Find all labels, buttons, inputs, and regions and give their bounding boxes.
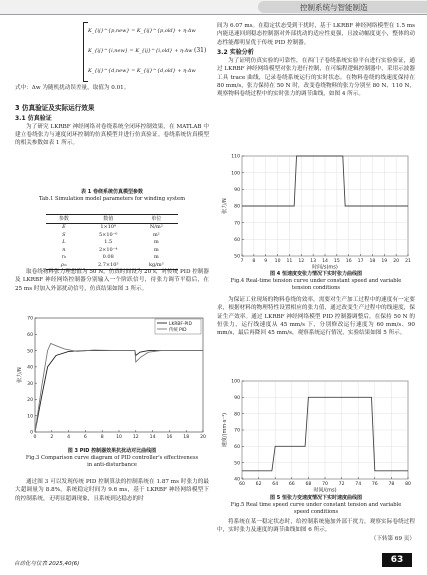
table-cell: ρₘ bbox=[46, 261, 82, 269]
x-tick-label: 21 bbox=[405, 259, 411, 264]
x-tick-label: 15 bbox=[333, 259, 340, 264]
y-tick-label: 90 bbox=[234, 396, 240, 402]
fig4-chart bbox=[220, 150, 414, 270]
y-tick-label: 70 bbox=[27, 316, 33, 322]
y-tick-label: 60 bbox=[234, 238, 240, 244]
equation-note: 式中：Δw 为随机扰动误差量，取值为 0.01。 bbox=[15, 85, 130, 91]
x-tick-label: 12 bbox=[298, 259, 305, 264]
equation-line: K_{ij}^{i,new} = K_{ij}^{i,old} + η·Δw bbox=[88, 48, 193, 54]
journal-issue: 2025,40(6) bbox=[48, 561, 80, 567]
x-tick-label: 18 bbox=[183, 435, 190, 440]
y-tick-label: 70 bbox=[234, 428, 240, 434]
x-tick-label: 13 bbox=[310, 259, 317, 264]
paragraph: 通过图 3 可以发现传统 PID 控制算法的控制系统在 1.87 ms 时张力的最大超调量为 8.8%，系统稳定时间为 9.6 ms，基于 LKRBF 神经网络模型下的控制系统，无明显超调现象，且系统到达稳态的时 bbox=[15, 479, 209, 502]
left-column-mid bbox=[15, 268, 209, 293]
table-cell: kg/m³ bbox=[135, 261, 178, 269]
x-tick-label: 11 bbox=[286, 259, 293, 264]
y-tick-label: 100 bbox=[231, 171, 240, 177]
x-tick-label: 16 bbox=[166, 435, 173, 440]
y-tick-label: 110 bbox=[231, 154, 240, 160]
y-axis-label: 张力/N bbox=[17, 367, 23, 383]
x-tick-label: 62 bbox=[255, 482, 262, 487]
table-row bbox=[46, 231, 178, 239]
table-header-cell: 单位 bbox=[135, 215, 178, 224]
x-tick-label: 9 bbox=[264, 259, 268, 264]
plot-frame bbox=[35, 318, 203, 432]
x-tick-label: 64 bbox=[272, 482, 279, 487]
x-tick-label: 76 bbox=[371, 482, 378, 487]
right-column-top bbox=[217, 22, 415, 99]
right-column-mid bbox=[217, 296, 415, 337]
journal-section-title: 控制系统与智能制造 bbox=[300, 3, 368, 12]
y-tick-label: 50 bbox=[27, 349, 33, 355]
x-tick-label: 12 bbox=[132, 435, 139, 440]
table-cell: m bbox=[153, 239, 159, 246]
table-cell: 0.08 bbox=[102, 254, 114, 261]
simulation-parameter-table bbox=[46, 214, 178, 270]
page-number: 63 bbox=[382, 553, 412, 567]
table-cell: m² bbox=[152, 231, 160, 238]
y-tick-label: 80 bbox=[234, 412, 240, 418]
left-column-top bbox=[15, 84, 209, 148]
x-tick-label: 72 bbox=[338, 482, 345, 487]
left-column-bottom bbox=[15, 478, 209, 503]
table-row bbox=[46, 239, 178, 247]
x-tick-label: 6 bbox=[83, 435, 87, 440]
journal-name: 自动化与仪表 bbox=[14, 561, 48, 567]
paragraph: 为保证工业现场的物料卷绕的效率，需要对生产加工过程中的速度有一定要求，根据材料的物理特性设置相应的张力值，通过改变生产过程中的线速度，保证生产效率。通过 LKRBF 神经网络模型 PID 控制器调整后，在保持 50 N 的恒张力，运行线速度从 45 mm/s 下，分别修改运行速度为 60 mm/s、90 mm/s，最后再降回 45 mm/s，观察系统运行情况，实验结果如图 5 所示。 bbox=[217, 297, 415, 337]
y-tick-label: 20 bbox=[27, 398, 33, 404]
paragraph: 为了证明仿真实验的可靠性，在西门子卷绕系统实验平台进行实验验证，通过 LKRBF 神经网络模型对张力进行控制，在可编程逻辑控制器中，采用示波器工具 trace 曲线，记录卷绕系统运行的实时状态。在物料卷绕的线速度保持在 80 mm/s，张力保持在 50 N 时，改变卷绕物料的张力分别至 80 N、110 N，观察物料卷绕过程中的实时张力的调节曲线，如图 4 所示。 bbox=[217, 58, 415, 98]
table-cell: m bbox=[153, 246, 159, 253]
table-cell: r₀ bbox=[61, 254, 67, 261]
x-tick-label: 18 bbox=[369, 259, 376, 264]
fig5-chart bbox=[220, 375, 414, 493]
x-tick-label: 2 bbox=[50, 435, 54, 440]
fig3-caption: 图 3 PID 控制器效果抗扰动对比曲线图 bbox=[67, 448, 157, 454]
table-cell: m bbox=[153, 254, 159, 261]
journal-footer bbox=[14, 559, 79, 567]
y-axis-label: 张力/N bbox=[222, 198, 228, 214]
y-tick-label: 40 bbox=[27, 365, 33, 371]
table-cell: E bbox=[62, 224, 66, 231]
y-tick-label: 40 bbox=[234, 477, 240, 483]
x-tick-label: 0 bbox=[33, 435, 37, 440]
y-tick-label: 100 bbox=[231, 379, 240, 385]
x-tick-label: 10 bbox=[116, 435, 122, 440]
y-tick-label: 80 bbox=[234, 204, 240, 210]
y-tick-label: 60 bbox=[27, 332, 33, 338]
y-tick-label: 10 bbox=[27, 414, 33, 420]
legend-label: 传统 PID bbox=[169, 327, 187, 333]
x-axis-label: 时间/s(ms) bbox=[312, 264, 338, 270]
equation-line: K_{ij}^{d,new} = K_{ij}^{d,old} + η·Δw bbox=[88, 68, 196, 74]
table-cell: L bbox=[62, 239, 66, 246]
legend-label: LKRBF-PID bbox=[169, 321, 192, 327]
x-axis-label: 时间/(ms) bbox=[313, 487, 337, 493]
x-tick-label: 10 bbox=[274, 259, 281, 264]
x-tick-label: 66 bbox=[288, 482, 295, 487]
x-tick-label: 70 bbox=[322, 482, 328, 487]
x-tick-label: 8 bbox=[252, 259, 256, 264]
fig3-caption-en: Fig.3 Comparison curve diagram of PID controller's effectiveness in anti-disturbance bbox=[25, 455, 199, 468]
table-cell: 1.5 bbox=[104, 239, 113, 246]
fig4-caption: 图 4 恒速度变张力情况下实时张力曲线图 bbox=[270, 271, 362, 277]
subsection-heading: 3.2 实验分析 bbox=[217, 48, 254, 56]
table-row bbox=[46, 254, 178, 262]
continued-note: （下转第 69 页） bbox=[370, 535, 415, 542]
y-tick-label: 50 bbox=[234, 461, 240, 467]
subsection-heading: 3.1 仿真验证 bbox=[15, 114, 52, 122]
x-tick-label: 80 bbox=[405, 482, 411, 487]
x-tick-label: 14 bbox=[322, 259, 328, 264]
y-tick-label: 70 bbox=[234, 221, 240, 227]
table-cell: n bbox=[62, 246, 66, 253]
paragraph: 将系统在某一稳定状态时，给控制系统施加外部干扰力，观察实际卷绕过程中，实时张力及速度的调节曲线如图 6 所示。 bbox=[217, 519, 415, 534]
table-title: 表 1 卷绕系统仿真模型参数 bbox=[81, 189, 143, 195]
x-tick-label: 60 bbox=[239, 482, 245, 487]
x-tick-label: 19 bbox=[381, 259, 388, 264]
table-row bbox=[46, 223, 178, 231]
equation-line: K_{ij}^{p,new} = K_{ij}^{p,old} + η·Δw bbox=[88, 28, 196, 34]
fig5-caption-en: Fig.5 Real time speed curve under constant tension and variable speed conditions bbox=[230, 502, 402, 515]
table-cell: S bbox=[62, 231, 66, 238]
header-divider bbox=[0, 14, 427, 15]
y-tick-label: 90 bbox=[234, 188, 240, 194]
table-cell: 2.7×10³ bbox=[82, 261, 135, 269]
x-tick-label: 17 bbox=[357, 259, 364, 264]
x-tick-label: 8 bbox=[100, 435, 104, 440]
right-column-bottom bbox=[217, 518, 415, 543]
x-tick-label: 7 bbox=[240, 259, 244, 264]
x-tick-label: 78 bbox=[388, 482, 395, 487]
table-header-cell: 参数 bbox=[46, 215, 82, 224]
x-tick-label: 74 bbox=[355, 482, 362, 487]
table-title-en: Tab.1 Simulation model parameters for winding system bbox=[38, 196, 186, 202]
x-tick-label: 4 bbox=[67, 435, 71, 440]
y-tick-label: 60 bbox=[234, 445, 240, 451]
equation-number: (31) bbox=[194, 47, 207, 54]
table-cell: 5×10⁻⁶ bbox=[99, 231, 118, 238]
table-cell: 2×10⁻⁴ bbox=[99, 246, 118, 253]
y-tick-label: 50 bbox=[234, 254, 240, 260]
paragraph: 为了研究 LKRBF 神经网络对卷绕系统全闭环控制效果，在 MATLAB 中建立卷绕张力与速度闭环控制的仿真模型并进行仿真验证。卷绕系统仿真模型的相关参数如表 1 所示。 bbox=[15, 123, 209, 147]
section-heading: 3 仿真验证及实际运行效果 bbox=[15, 104, 95, 113]
fig3-chart bbox=[15, 312, 209, 444]
fig4-caption-en: Fig.4 Real-time tension curve under constant speed and variable tension conditions bbox=[230, 278, 402, 291]
paragraph: 取卷绕物料张力理想值为 50 N，仿真时间设为 20 s，对传统 PID 控制器及 LKRBF 神经网络控制器分别输入一个阶跃信号，待张力调节平稳后，在 25 ms 时加入外部扰动信号，仿真结果如图 3 所示。 bbox=[15, 269, 209, 292]
table-header-row bbox=[46, 215, 178, 224]
paragraph: 间为 6.07 ms。在稳定状态受到干扰时，基于 LKRBF 神经网络模型在 1.5 ms 内能迅速回到稳态控制器对外部扰动的适应性更强，且波动幅度更小，整体的动态性能都明显优于传统 PID 控制器。 bbox=[217, 23, 415, 46]
x-tick-label: 20 bbox=[200, 435, 206, 440]
y-tick-label: 30 bbox=[27, 381, 33, 387]
table-cell: N/m² bbox=[149, 224, 163, 231]
x-tick-label: 68 bbox=[305, 482, 312, 487]
y-axis-label: 速度/(mm·s⁻¹) bbox=[222, 412, 228, 448]
table-cell: 1×10⁹ bbox=[100, 224, 117, 231]
fig5-caption: 图 5 恒张力变速度情况下实时速度曲线图 bbox=[270, 495, 362, 501]
table-header-cell: 数值 bbox=[82, 215, 135, 224]
table-row bbox=[46, 246, 178, 254]
x-tick-label: 20 bbox=[393, 259, 400, 264]
x-tick-label: 16 bbox=[345, 259, 352, 264]
x-tick-label: 14 bbox=[149, 435, 156, 440]
y-tick-label: 0 bbox=[30, 430, 33, 436]
